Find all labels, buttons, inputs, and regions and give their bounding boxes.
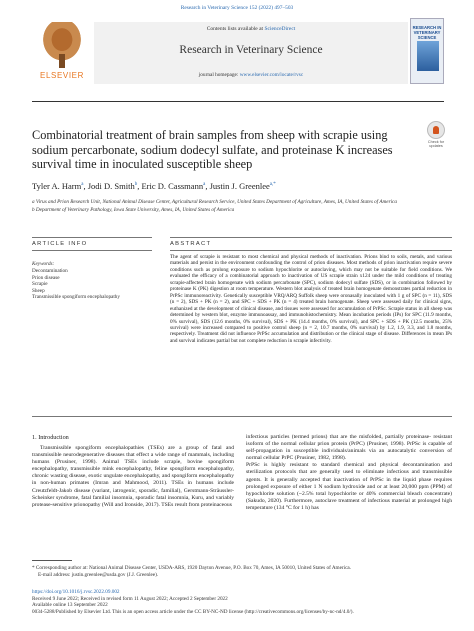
homepage-prefix: journal homepage: bbox=[198, 72, 239, 78]
author-affil-mark[interactable]: a,* bbox=[269, 182, 276, 188]
author-list: Tyler A. Harm$^a$, Jodi D. Smith$^b$, Eric D. Cassmann$^a$, Justin J. Greenlee$^{a,*}$ bbox=[32, 181, 276, 191]
divider bbox=[32, 416, 452, 417]
doi-link[interactable]: https://doi.org/10.1016/j.rvsc.2022.09.002 bbox=[32, 589, 120, 595]
divider bbox=[170, 250, 452, 251]
sciencedirect-link[interactable]: ScienceDirect bbox=[264, 26, 296, 32]
publisher-name: ELSEVIER bbox=[40, 71, 84, 80]
affiliation-a: a Virus and Prion Research Unit, National Animal Disease Center, Agricultural Research Service, United States Department of Agriculture, Ames, IA, United States of America bbox=[32, 199, 397, 205]
received-dates: Received 9 June 2022; Received in revised form 11 August 2022; Accepted 2 September 2022 bbox=[32, 595, 228, 602]
author-affil-mark[interactable]: a bbox=[81, 182, 84, 188]
license-note[interactable]: 0034-5288/Published by Elsevier Ltd. This is an open access article under the CC BY-NC-ND license (http://creativecommons.org/licenses/by-nc-nd/4.0/). bbox=[32, 608, 354, 615]
homepage-line bbox=[94, 72, 408, 78]
footnote-divider bbox=[32, 560, 72, 561]
keyword-item: Prion disease bbox=[32, 274, 60, 281]
abstract-text: The agent of scrapie is resistant to most chemical and physical methods of inactivation. Prions bind to soils, metals, and various materials and persist in the environment confounding the control of prion diseases. Most methods of prion inactivation require severe conditions such as prolong exposure to sodium hypochlorite or autoclaving, which may not be suitable for field conditions. We evaluated the efficacy of a combinatorial approach to inactivation of US scrapie strain x124 under the mild conditions of treating scrapie-affected brain homogenate with sodium percarbonate (SPC), sodium dodecyl sulfate (SDS), or in combination followed by proteinase K (PK) digestion at room temperature. Western blot analysis of treated brain homogenate demonstrates partial reduction in PrPSc immunoreactivity. Genetically susceptible VRQ/ARQ Suffolk sheep were oronasally inoculated with 1 g of SPC (n = 11), SDS (n = 2), SDS + PK (n = 2), and SPC + SDS + PK (n = 4) treated brain homogenate. Sheep were assessed daily for clinical signs, euthanized at the development of clinical disease, and tissues were assessed for accumulation of PrPSc. Scrapie status in all sheep was determined by western blot, enzyme immunoassay, and immunohistochemistry. Mean incubation periods (IPs) for SPC (11.9 months, 0% survival), SDS (12.6 months, 0% survival), SDS + PK (14.4 months, 0% survival), and SPC + SDS + PK (12.5 months, 25% survival) were increased compared to positive control sheep (n = 2, 10.7 months, 0% survival) by 1.2, 1.9, 3.3, and 1.8 months, respectively. Treatment did not influence PrPSc accumulation and distribution or the clinical stage of disease. Differences in mean IPs and survival indicates partial but not complete reduction in scrapie infectivity. bbox=[170, 254, 452, 344]
journal-header bbox=[32, 18, 444, 102]
keywords-block bbox=[32, 261, 152, 300]
cover-image bbox=[417, 41, 439, 71]
author-affil-mark[interactable]: a bbox=[203, 182, 206, 188]
intro-left-column: Transmissible spongiform encephalopathies (TSEs) are a group of fatal and transmissible neurodegenerative diseases that effect a wide range of mammals, including humans (Prusiner, 1998). Animal TSEs include scrapie, bovine spongiform encephalopathy, transmissible mink encephalopathy, feline spongiform encephalopathy, chronic wasting disease, exotic ungulate encephalopathy, and spongiform encephalopathy in non-human primates (Imran and Mahmood, 2011). TSEs in humans include Creutzfeldt-Jakob disease (variant, iatrogenic, sporadic, familial), Gerstmann-Sträussler-Scheinker syndrome, fatal familial insomnia, sporadic fatal insomnia, Kuru, and variably protease-sensitive prionopathy (Will and Ironside, 2017). TSEs result from proteinaceous bbox=[32, 445, 234, 508]
abstract-heading: ABSTRACT bbox=[170, 241, 212, 247]
journal-reference[interactable]: Research in Veterinary Science 152 (2022) 497–503 bbox=[180, 5, 294, 11]
article-title: Combinatorial treatment of brain samples from sheep with scrapie using sodium percarbonate, sodium dodecyl sulfate, and proteinase K increases survival time in inoculated susceptible sheep bbox=[32, 128, 393, 171]
journal-title[interactable]: Research in Veterinary Science bbox=[179, 44, 323, 56]
corresponding-author-note: * Corresponding author at: National Animal Disease Center, USDA-ARS, 1920 Dayton Avenue, P.O. Box 70, Ames, IA 50010, United States of America. bbox=[32, 565, 351, 571]
divider bbox=[32, 237, 152, 238]
elsevier-logo[interactable] bbox=[32, 22, 92, 84]
footnotes bbox=[32, 565, 452, 578]
journal-cover[interactable] bbox=[410, 18, 444, 84]
homepage-link[interactable]: www.elsevier.com/locate/rvsc bbox=[239, 72, 304, 78]
intro-right-column: infectious particles (termed prions) that are the misfolded, partially proteinase- resistant isoform of the normal cellular prion protein (PrPC) (Prusiner, 1998). PrPSc is capable of self-propagation in susceptible individuals/animals via an autocatalytic conversion of normal cellular PrPC (Prusiner, 1982, 1998). PrPSc is highly resistant to standard chemical and physical decontamination and sterilization protocols that are generally used to eliminate infectious and transmissible agents. It is generally accepted that inactivation of PrPSc in the liquid phase requires prolonged exposure of either 1 N sodium hydroxide and or at least 20,000 ppm (PPM) of hypochlorite solution (~2.5% total hypochlorite or 40% commercial bleach concentrate) (Sakudo, 2020). Furthermore, autoclave treatment of infectious material at prolonged high temperature (134 °C for 1 h) has bbox=[246, 434, 452, 511]
keyword-item: Scrapie bbox=[32, 281, 48, 288]
keyword-item: Sheep bbox=[32, 287, 45, 294]
divider bbox=[170, 237, 452, 238]
tree-trunk bbox=[59, 54, 65, 68]
journal-info-box bbox=[94, 22, 408, 84]
contents-prefix: Contents lists available at bbox=[206, 26, 264, 32]
author-affil-mark[interactable]: b bbox=[134, 182, 138, 188]
article-history bbox=[32, 589, 452, 615]
affiliation-b: b Department of Veterinary Pathology, Iowa State University, Ames, IA, United States of America bbox=[32, 207, 235, 213]
author-name[interactable]: Tyler A. Harm bbox=[32, 181, 82, 191]
author-name[interactable]: Jodi D. Smith bbox=[87, 181, 135, 191]
section-title-introduction: 1. Introduction bbox=[32, 434, 69, 441]
divider bbox=[32, 250, 152, 251]
keyword-item: Decontamination bbox=[32, 268, 68, 275]
email-note[interactable]: E-mail address: justin.greenlee@usda.gov (J.J. Greenlee). bbox=[38, 571, 159, 578]
author-name[interactable]: Justin J. Greenlee bbox=[209, 181, 270, 191]
contents-line bbox=[94, 26, 408, 32]
keywords-heading: Keywords: bbox=[32, 261, 55, 267]
check-for-updates-icon[interactable] bbox=[427, 121, 445, 139]
available-online: Available online 13 September 2022 bbox=[32, 602, 108, 609]
cover-title: RESEARCH IN VETERINARY SCIENCE bbox=[412, 25, 442, 40]
check-for-updates-label[interactable]: Check for updates bbox=[427, 140, 445, 148]
author-name[interactable]: Eric D. Cassmann bbox=[141, 181, 204, 191]
article-info-heading: ARTICLE INFO bbox=[32, 241, 88, 247]
keyword-item: Transmissible spongiform encephalopathy bbox=[32, 294, 120, 301]
